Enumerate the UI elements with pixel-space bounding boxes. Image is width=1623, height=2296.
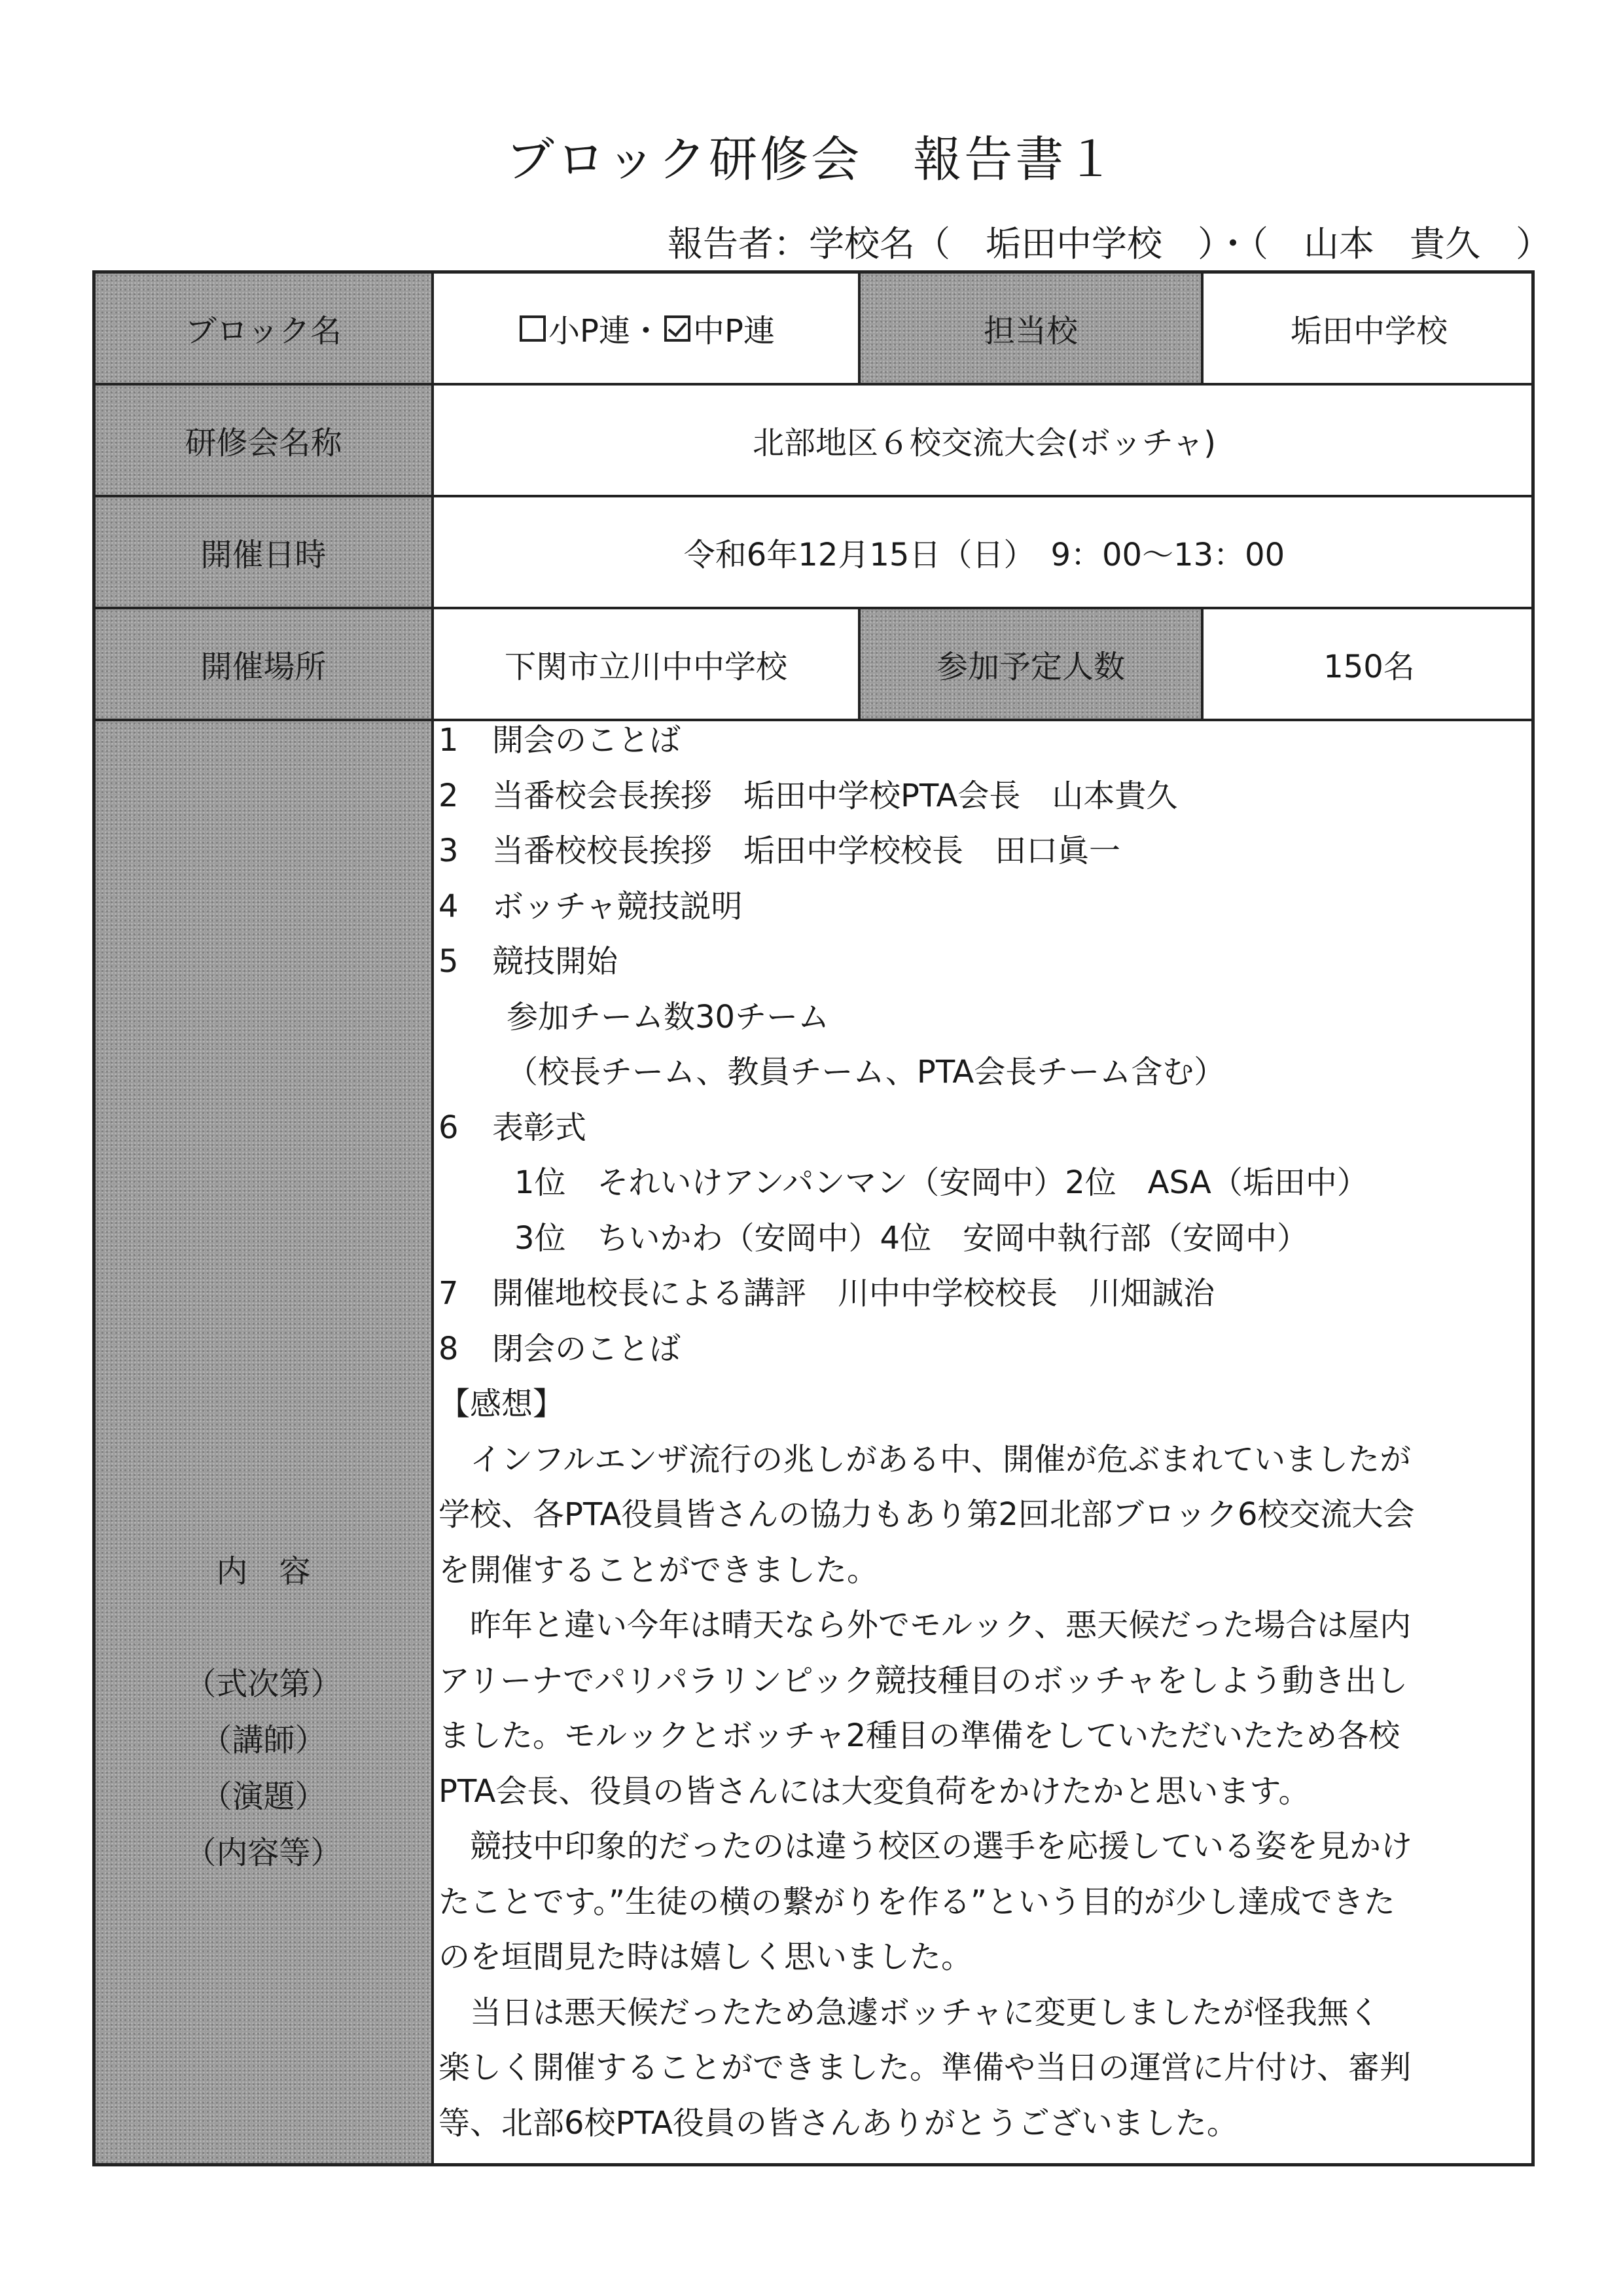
reporter-middle: ）・（	[1198, 223, 1268, 264]
document-title: ブロック研修会 報告書１	[505, 132, 1118, 188]
date-label-cell	[96, 497, 434, 609]
reporter-name: 山本 貴久	[1304, 223, 1480, 264]
impression-line: 競技中印象的だったのは違う校区の選手を応援している姿を見かけ	[438, 1828, 1413, 1865]
content-label-2: （式次第）	[185, 1666, 342, 1702]
seminar-name-label: 研修会名称	[185, 425, 342, 461]
count-value: 150名	[1323, 649, 1415, 685]
date-value-cell	[434, 497, 1535, 609]
tantou-value-cell	[1204, 274, 1535, 386]
impression-paragraphs	[438, 1432, 1453, 2151]
impression-line: 学校、各PTA役員皆さんの協力もあり第2回北部ブロック6校交流大会	[438, 1496, 1415, 1533]
date-value: 令和6年12月15日（日） 9：00～13：00	[683, 537, 1285, 573]
impression-line: 楽しく開催することができました。準備や当日の運営に片付け、審判	[438, 2049, 1412, 2086]
date-label: 開催日時	[200, 537, 327, 573]
award-line-2: 3位 ちいかわ（安岡中）4位 安岡中執行部（安岡中）	[514, 1219, 1309, 1257]
tantou-label: 担当校	[983, 313, 1078, 350]
reporter-suffix: ）	[1516, 223, 1551, 264]
program-item-4: 4 ボッチャ競技説明	[438, 888, 743, 925]
tantou-label-cell	[861, 274, 1204, 386]
impression-heading: 【感想】	[438, 1386, 565, 1422]
program-item-2: 2 当番校会長挨拶 垢田中学校PTA会長 山本貴久	[438, 777, 1178, 814]
impression-line: のを垣間見た時は嬉しく思いました。	[438, 1939, 973, 1975]
impression-line: 等、北部6校PTA役員の皆さんありがとうございました。	[438, 2104, 1238, 2142]
content-label-4: （演題）	[200, 1778, 327, 1815]
count-label-cell	[861, 609, 1204, 721]
content-label-5: （内容等）	[185, 1835, 342, 1871]
shou-p-ren-checkbox[interactable]	[520, 315, 546, 342]
shou-p-ren-label: 小P連・	[548, 313, 662, 350]
impression-line: インフルエンザ流行の兆しがある中、開催が危ぶまれていましたが	[438, 1441, 1412, 1478]
seminar-name-value: 北部地区６校交流大会(ボッチャ)	[752, 425, 1216, 461]
program-item-5: 5 競技開始	[438, 943, 618, 980]
block-options-cell	[434, 274, 861, 386]
program-item-1: 1 開会のことば	[438, 722, 681, 759]
chuu-p-ren-checkbox[interactable]	[664, 315, 690, 342]
place-value-cell	[434, 609, 861, 721]
program-item-8: 8 閉会のことば	[438, 1330, 681, 1367]
program-item-3: 3 当番校校長挨拶 垢田中学校校長 田口眞一	[438, 833, 1121, 869]
award-line-1: 1位 それいけアンパンマン（安岡中）2位 ASA（垢田中）	[514, 1164, 1368, 1201]
impression-line: 当日は悪天候だったため急遽ボッチャに変更しましたが怪我無く	[438, 1994, 1380, 2031]
impression-line: たことです。”生徒の横の繋がりを作る”という目的が少し達成できた	[438, 1883, 1395, 1920]
count-label: 参加予定人数	[936, 649, 1125, 685]
tantou-value: 垢田中学校	[1290, 313, 1448, 350]
place-label-cell	[96, 609, 434, 721]
program-sub-teams-note: （校長チーム、教員チーム、PTA会長チーム含む）	[507, 1054, 1226, 1090]
reporter-prefix: 報告者：学校名（	[668, 223, 950, 264]
impression-line: を開催することができました。	[438, 1551, 879, 1588]
content-labels	[96, 1543, 431, 1881]
reporter-line	[668, 216, 1551, 266]
content-label-3: （講師）	[200, 1722, 327, 1759]
reporter-school: 垢田中学校	[986, 223, 1162, 264]
program-sub-teams: 参加チーム数30チーム	[507, 998, 830, 1035]
program-item-6: 6 表彰式	[438, 1109, 587, 1146]
content-label-1	[96, 1600, 431, 1656]
chuu-p-ren-label: 中P連	[693, 313, 775, 350]
place-value: 下関市立川中中学校	[504, 649, 787, 685]
content-label-0: 内 容	[216, 1553, 311, 1590]
content-label-cell	[96, 721, 434, 2163]
block-label: ブロック名	[185, 313, 342, 350]
impression-line: 昨年と違い今年は晴天なら外でモルック、悪天候だった場合は屋内	[438, 1607, 1412, 1643]
impression-line: PTA会長、役員の皆さんには大変負荷をかけたかと思います。	[438, 1772, 1310, 1810]
seminar-name-value-cell	[434, 386, 1535, 497]
seminar-name-label-cell	[96, 386, 434, 497]
block-label-cell	[96, 274, 434, 386]
impression-line: ました。モルックとボッチャ2種目の準備をしていただいたため各校	[438, 1717, 1400, 1754]
content-body	[438, 713, 1453, 2151]
program-item-7: 7 開催地校長による講評 川中中学校校長 川畑誠治	[438, 1275, 1215, 1312]
count-value-cell	[1204, 609, 1535, 721]
impression-line: アリーナでパリパラリンピック競技種目のボッチャをしよう動き出し	[438, 1662, 1408, 1699]
place-label: 開催場所	[200, 649, 327, 685]
